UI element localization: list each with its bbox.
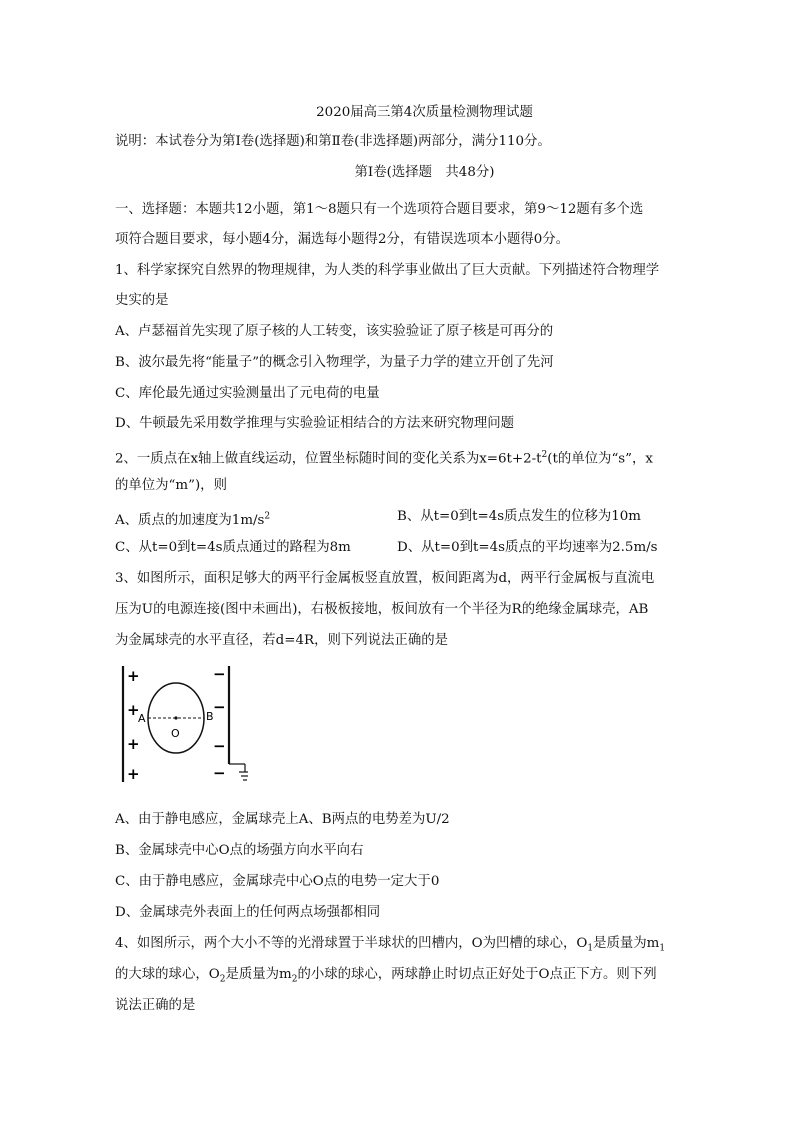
q2-option-d: D、从t=0到t=4s质点的平均速率为2.5m/s xyxy=(397,540,658,555)
q4-text: 4、如图所示，两个大小不等的光滑球置于半球状的凹槽内，O为凹槽的球心，O xyxy=(115,936,588,951)
q4-stem-line-3: 说法正确的是 xyxy=(115,998,196,1013)
q3-stem-line-2: 压为U的电源连接(图中未画出)，右极板接地，板间放有一个半径为R的绝缘金属球壳，AB xyxy=(115,602,649,617)
q2-option-a-text: A、质点的加速度为1m/s xyxy=(115,513,265,529)
label-b: B xyxy=(206,710,214,723)
q1-option-c: C、库伦最先通过实验测量出了元电荷的电量 xyxy=(115,386,380,401)
q4-text: 是质量为m xyxy=(225,967,292,982)
q2-options-row-2 xyxy=(115,539,734,557)
section-title: 第Ⅰ卷(选择题 共48分) xyxy=(354,165,495,180)
q2-option-a-exponent: 2 xyxy=(264,512,271,522)
capacitor-sphere-figure xyxy=(118,664,248,788)
q2-options-row-1 xyxy=(115,508,734,530)
q1-stem-line-1: 1、科学家探究自然界的物理规律，为人类的科学事业做出了巨大贡献。下列描述符合物理学 xyxy=(115,263,660,278)
q1-stem-line-2: 史实的是 xyxy=(115,293,169,308)
q1-option-a: A、卢瑟福首先实现了原子核的人工转变，该实验验证了原子核是可再分的 xyxy=(115,324,554,339)
q2-option-a xyxy=(115,513,270,528)
minus-sign: − xyxy=(213,698,226,716)
plus-sign: + xyxy=(127,735,140,753)
capacitor-sphere-diagram xyxy=(118,664,248,788)
q3-option-a: A、由于静电感应，金属球壳上A、B两点的电势差为U/2 xyxy=(115,812,450,827)
q4-subscript: 2 xyxy=(291,974,298,985)
label-o: O xyxy=(171,727,180,740)
q2-stem-part: 2、一质点在x轴上做直线运动，位置坐标随时间的变化关系为x=6t+2-t xyxy=(115,451,542,467)
q2-stem-line-1 xyxy=(115,446,734,468)
q4-subscript: 2 xyxy=(219,974,226,985)
plus-sign: + xyxy=(127,765,140,783)
q4-text: 的小球的球心，两球静止时切点正好处于O点正下方。则下列 xyxy=(297,967,657,982)
q1-option-d: D、牛顿最先采用数学推理与实验验证相结合的方法来研究物理问题 xyxy=(115,416,515,431)
minus-sign: − xyxy=(213,764,226,782)
plus-sign: + xyxy=(127,667,140,685)
page-title: 2020届高三第4次质量检测物理试题 xyxy=(316,105,533,120)
q3-option-b: B、金属球壳中心O点的场强方向水平向右 xyxy=(115,843,364,858)
q2-option-c: C、从t=0到t=4s质点通过的路程为8m xyxy=(115,540,351,555)
instructions-line-1: 一、选择题：本题共12小题，第1～8题只有一个选项符合题目要求，第9～12题有多个选 xyxy=(115,202,644,217)
minus-sign: − xyxy=(213,737,226,755)
exam-note: 说明：本试卷分为第Ⅰ卷(选择题)和第Ⅱ卷(非选择题)两部分，满分110分。 xyxy=(115,134,551,149)
q1-option-b: B、波尔最先将“能量子”的概念引入物理学，为量子力学的建立开创了先河 xyxy=(115,355,554,370)
q4-subscript: 1 xyxy=(659,943,666,954)
center-point-o xyxy=(174,716,177,719)
minus-sign: − xyxy=(213,665,226,683)
q4-text: 的大球的球心，O xyxy=(115,967,220,982)
q2-stem-line-2: 的单位为“m”)，则 xyxy=(115,478,227,493)
q3-option-c: C、由于静电感应，金属球壳中心O点的电势一定大于0 xyxy=(115,874,440,889)
q4-text: 是质量为m xyxy=(593,936,660,951)
q2-option-b: B、从t=0到t=4s质点发生的位移为10m xyxy=(397,509,641,524)
q4-stem-line-1 xyxy=(115,935,734,958)
q4-stem-line-2 xyxy=(115,966,734,989)
label-a: A xyxy=(138,712,146,725)
q2-stem-part: (t的单位为“s”，x xyxy=(547,451,653,467)
q3-stem-line-3: 为金属球壳的水平直径，若d=4R，则下列说法正确的是 xyxy=(115,633,448,648)
instructions-line-2: 项符合题目要求，每小题4分，漏选每小题得2分，有错误选项本小题得0分。 xyxy=(115,232,570,247)
plus-sign: + xyxy=(127,701,140,719)
q3-option-d: D、金属球壳外表面上的任何两点场强都相同 xyxy=(115,905,381,920)
q4-subscript: 1 xyxy=(587,943,594,954)
q3-stem-line-1: 3、如图所示，面积足够大的两平行金属板竖直放置，板间距离为d，两平行金属板与直流电 xyxy=(115,571,655,586)
q2-stem-exponent: 2 xyxy=(541,450,548,460)
